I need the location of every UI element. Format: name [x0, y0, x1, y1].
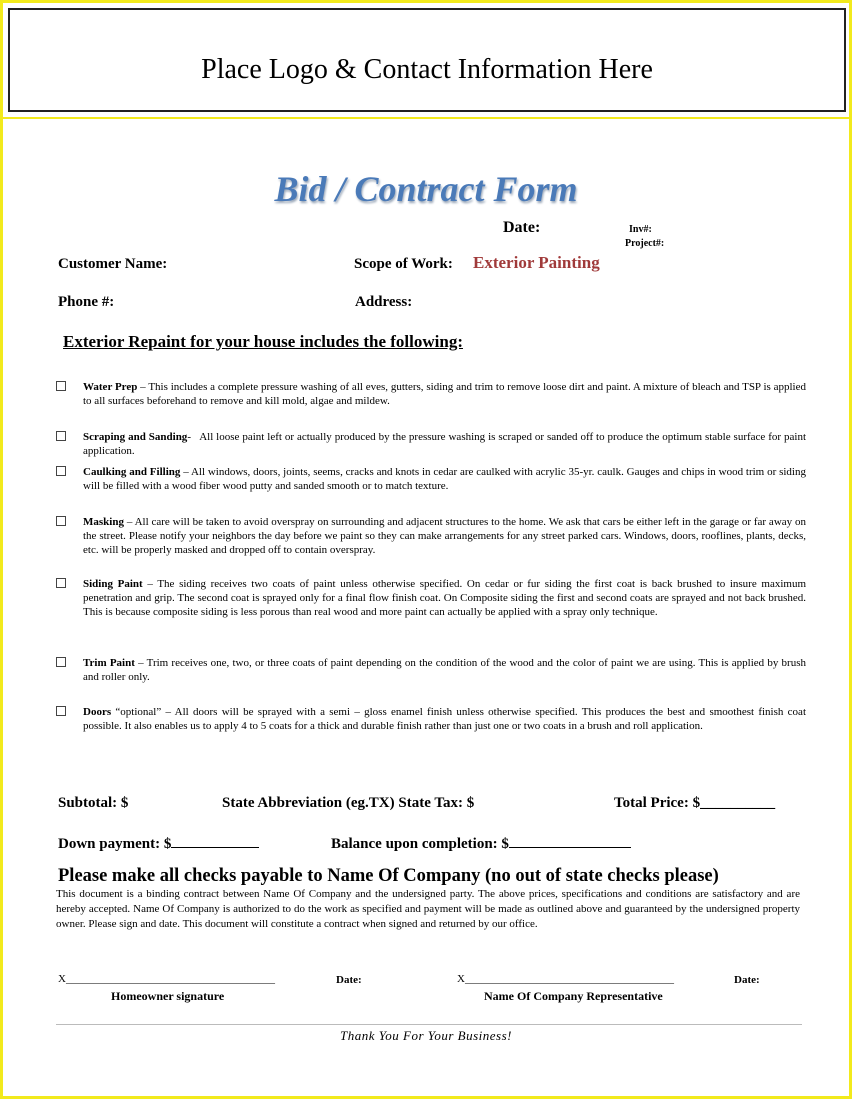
item-description: This includes a complete pressure washing of all eves, gutters, siding and trim to remove loose dirt and paint. A mixture of bleach and TSP is applied to all surfaces beforehand to remove and kill mold, algae and mildew.: [83, 381, 806, 407]
company-rep-date-label: Date:: [734, 974, 760, 986]
item-description: All loose paint left or actually produced by the pressure washing is scraped or sanded off to produce the optimum stable surface for paint application.: [83, 431, 806, 457]
item-title: Scraping and Sanding: [83, 431, 188, 443]
masking-checkbox[interactable]: [56, 516, 66, 526]
item-siding-paint: Siding Paint – The siding receives two coats of paint unless otherwise specified. On cedar or fur siding the first coat is back brushed to insure maximum penetration and grip. The second coat is sprayed only for a final flow finish coat. On Composite siding the first and second coats are sprayed and not back brushed. This is because composite siding is less porous than real wood and more paint can actually be applied with a spray only technique.: [56, 577, 806, 619]
company-rep-signature-caption: Name Of Company Representative: [484, 989, 663, 1003]
scope-of-work-label: Scope of Work:: [354, 256, 453, 272]
doors-checkbox[interactable]: [56, 706, 66, 716]
down-payment-label: Down payment: $: [58, 836, 172, 852]
item-description: Trim receives one, two, or three coats of paint depending on the condition of the wood and the color of paint we are using. This is applied by brush and roller only.: [83, 657, 807, 683]
item-description: The siding receives two coats of paint unless otherwise specified. On cedar or fur siding the first coat is back brushed to insure maximum penetration and grip. The second coat is sprayed only for a final flow finish coat. On Composite siding the first and second coats are sprayed and not back brushed. This is because composite siding is less porous than real wood and more paint can actually be applied with a spray only technique.: [83, 578, 806, 618]
logo-contact-placeholder: [8, 8, 846, 112]
total-price-field[interactable]: Total Price: $__________: [614, 795, 776, 811]
company-rep-signature-line[interactable]: X______________________________________: [457, 973, 674, 985]
item-title: Trim Paint: [83, 657, 135, 669]
state-tax-field[interactable]: State Abbreviation (eg.TX) State Tax: $: [222, 795, 475, 811]
trim-paint-checkbox[interactable]: [56, 657, 66, 667]
project-label: Project#:: [625, 238, 665, 249]
item-scraping-sanding: Scraping and Sanding- All loose paint left or actually produced by the pressure washing is scraped or sanded off to produce the optimum stable surface for paint application.: [56, 430, 806, 458]
date-label: Date:: [503, 219, 541, 236]
customer-name-label: Customer Name:: [58, 256, 168, 272]
item-description: All care will be taken to avoid overspray on surrounding and adjacent structures to the home. We ask that cars be either left in the garage or far away on the street. Please notify your neighbors the day before we paint so they can make arrangements for any street parked cars. Windows, doors, rooflines, plants, decks, etc. will be properly masked and dropped off to contain overspray.: [83, 516, 806, 556]
item-masking: Masking – All care will be taken to avoid overspray on surrounding and adjacent structures to the home. We ask that cars be either left in the garage or far away on the street. Please notify your neighbors the day before we paint so they can make arrangements for any street parked cars. Windows, doors, rooflines, plants, decks, etc. will be properly masked and dropped off to contain overspray.: [56, 515, 806, 557]
item-title: Doors: [83, 706, 112, 718]
item-water-prep: Water Prep – This includes a complete pressure washing of all eves, gutters, siding and trim to remove loose dirt and paint. A mixture of bleach and TSP is applied to all surfaces beforehand to remove and kill mold, algae and mildew.: [56, 380, 806, 408]
item-trim-paint: Trim Paint – Trim receives one, two, or three coats of paint depending on the condition of the wood and the color of paint we are using. This is applied by brush and roller only.: [56, 656, 806, 684]
scope-of-work-value: Exterior Painting: [473, 253, 600, 272]
item-caulking-filling: Caulking and Filling – All windows, doors, joints, seems, cracks and knots in cedar are caulked with acrylic 35-yr. caulk. Gauges and chips in wood trim or siding will be filled with a wood fiber wood putty and sanded smooth or to match texture.: [56, 465, 806, 493]
checks-payable-heading: Please make all checks payable to Name Of Company (no out of state checks please): [58, 866, 719, 886]
item-title: Water Prep: [83, 381, 138, 393]
contract-terms-text: This document is a binding contract between Name Of Company and the undersigned party. The above prices, specifications and conditions are satisfactory and are hereby accepted. Name Of Company is authorized to do the work as specified and payment will be made as outlined above and guaranteed by the undersigned property owner. Please sign and date. This document will constitute a contract when signed and returned by our office.: [56, 888, 800, 930]
down-payment-field[interactable]: [58, 833, 259, 853]
section-heading: Exterior Repaint for your house includes the following:: [63, 332, 463, 351]
homeowner-signature-line[interactable]: X______________________________________: [58, 973, 275, 985]
scraping-sanding-checkbox[interactable]: [56, 431, 66, 441]
balance-field[interactable]: [331, 833, 631, 853]
thank-you-note: Thank You For Your Business!: [340, 1028, 512, 1043]
balance-label: Balance upon completion: $: [331, 836, 509, 852]
homeowner-signature-caption: Homeowner signature: [111, 989, 225, 1003]
footer-divider: [56, 1024, 802, 1025]
caulking-filling-checkbox[interactable]: [56, 466, 66, 476]
subtotal-field[interactable]: Subtotal: $: [58, 795, 129, 811]
homeowner-date-label: Date:: [336, 974, 362, 986]
item-title: Siding Paint: [83, 578, 143, 590]
item-title: Masking: [83, 516, 124, 528]
phone-label: Phone #:: [58, 294, 115, 310]
header-divider: [3, 117, 849, 119]
item-doors: Doors “optional” – All doors will be sprayed with a semi – gloss enamel finish unless otherwise specified. This produces the best and smoothest finish coat possible. It also enables us to apply 4 to 5 coats for a thick and durable finish rather than just one or two coats in a brush and roll application.: [56, 705, 806, 733]
item-description: All doors will be sprayed with a semi – gloss enamel finish unless otherwise specified. This produces the best and smoothest finish coat possible. It also enables us to apply 4 to 5 coats for a thick and durable finish rather than just one or two coats in a brush and roll application.: [83, 706, 806, 732]
item-title: Caulking and Filling: [83, 466, 181, 478]
water-prep-checkbox[interactable]: [56, 381, 66, 391]
logo-placeholder-text: Place Logo & Contact Information Here: [201, 54, 653, 85]
siding-paint-checkbox[interactable]: [56, 578, 66, 588]
item-description: All windows, doors, joints, seems, cracks and knots in cedar are caulked with acrylic 35-yr. caulk. Gauges and chips in wood trim or siding will be filled with a wood fiber wood putty and sanded smooth or to match texture.: [83, 466, 806, 492]
address-label: Address:: [355, 294, 413, 310]
invoice-label: Inv#:: [629, 224, 652, 235]
form-title: Bid / Contract Form: [274, 169, 578, 209]
